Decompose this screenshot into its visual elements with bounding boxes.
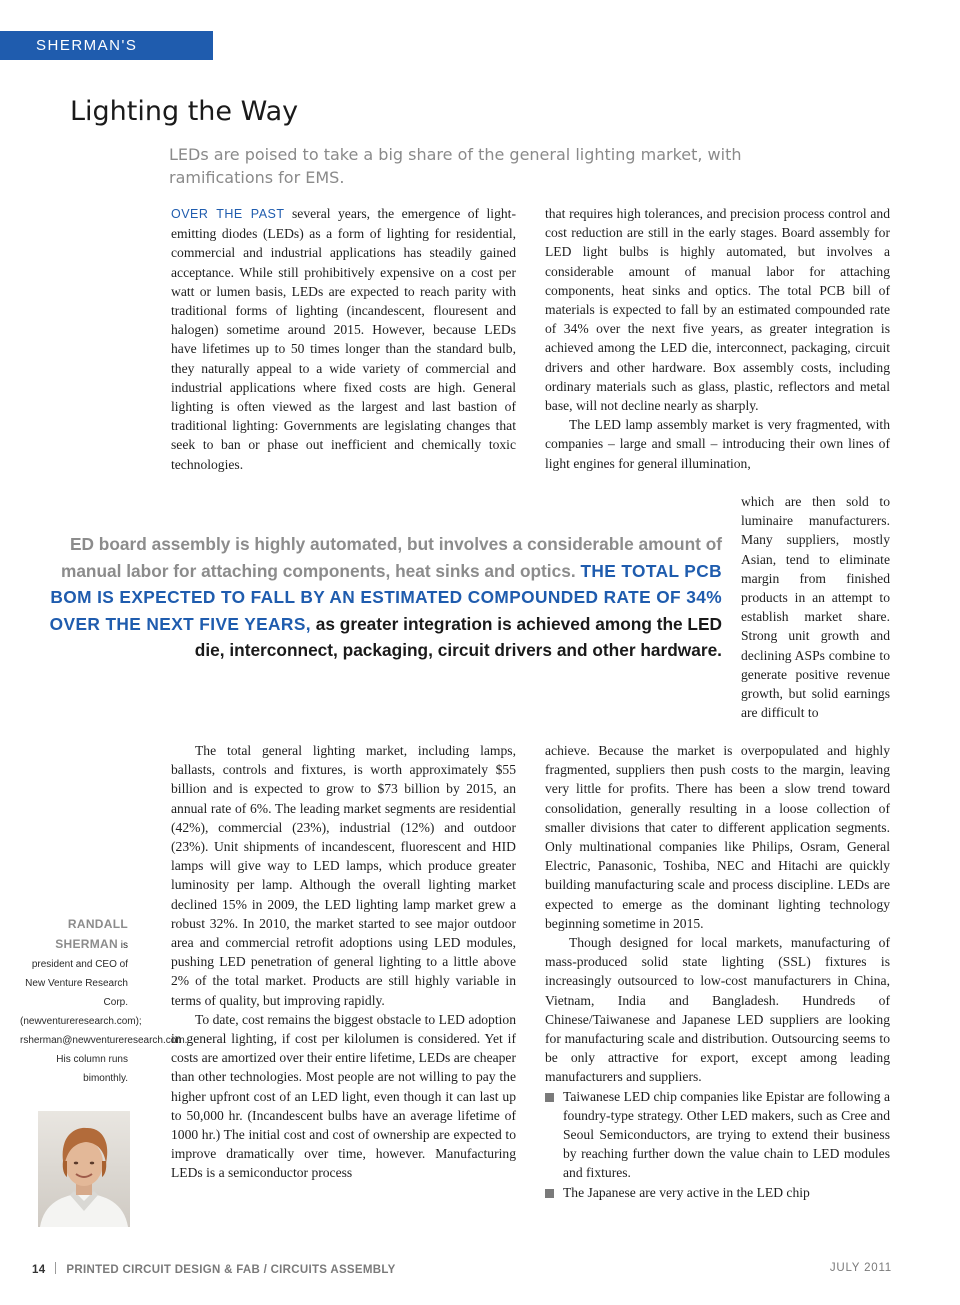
paragraph-continued: which are then sold to luminaire manufacturers. Many suppliers, mostly Asian, tend to eliminate margin from finished products in an attempt to establish market share. Strong unit growth and declining ASPs combine to generate positive revenue growth, but solid earnings are difficult to: [741, 494, 890, 721]
column-bottom-left: [171, 741, 516, 1183]
paragraph: The total general lighting market, including lamps, ballasts, controls and fixtures, is worth approximately $55 billion and is expected to grow to $73 billion by 2015, an annual rate of 6%. The leading market segments are residential (42%), commercial (23%), industrial (12%) and outdoor (23%). Unit shipments of incandescent, fluorescent and HID lamps will give way to LED lamps, which produce greater luminosity per lamp. Although the overall lighting market declined 15% in 2009, the LED lighting lamp market grew a robust 32%. In 2010, the market started to see major outdoor area and commercial retrofit adoptions using LED modules, pushing LED penetration of general lighting to a little above 2% of the total market. Products are still highly variable in terms of quality, but improving rapidly.: [171, 743, 516, 1008]
page-footer: [32, 1262, 892, 1276]
bullet-list: [545, 1087, 890, 1202]
author-bio-text: is president and CEO of New Venture Research Corp. (newventureresearch.com); rsherman@newventureresearch.com. His column runs bimonthly.: [20, 940, 188, 1084]
paragraph: achieve. Because the market is overpopulated and highly fragmented, suppliers then push costs to the margin, leaving very little for profits. There has been a slow trend toward consolidation, generally resulting in a loose collection of smaller divisions that cater to different application segments. Only multinational companies like Philips, Osram, General Electric, Panasonic, Toshiba, NEC and Hitachi are quickly building manufacturing scale and process discipline. LEDs are expected to emerge as the dominant lighting technology beginning sometime in 2015.: [545, 743, 890, 931]
column-bottom-right: [545, 741, 890, 1202]
pull-quote-part-3: as greater integration is achieved among the LED die, interconnect, packaging, circuit drivers and other hardware.: [194, 613, 722, 661]
pull-quote-part-2: THE TOTAL PCB BOM IS EXPECTED TO FALL BY AN ESTIMATED COMPOUNDED RATE OF 34% OVER THE NEXT FIVE YEARS,: [49, 560, 722, 634]
article-headline: Lighting the Way: [70, 96, 299, 127]
paragraph: To date, cost remains the biggest obstacle to LED adoption in general lighting, if cost per kilolumen is considered. Yet if costs are amortized over their entire lifetime, LEDs are cheaper than other technologies. Most people are not willing to pay the higher upfront cost of an LED light, even though it can last up to 50,000 hr. (Incandescent bulbs have an average lifetime of 1000 hr.) The initial cost and cost of ownership are expected to improve dramatically over time, however. Manufacturing LEDs is a semiconductor process: [171, 1011, 516, 1181]
bullet-item: The Japanese are very active in the LED chip: [545, 1183, 890, 1202]
intro-text: several years, the emergence of light-emitting diodes (LEDs) as a form of lighting for residential, commercial and industrial applications has steadily gained acceptance. While still prohibitively expensive on a cost per watt or lumen basis, LEDs are expected to reach parity with traditional forms of lighting (incandescent, flouresent and halogen) sometime around 2015. However, because LEDs have lifetimes up to 50 times longer than the standard bulb, they naturally appeal to a wide variety of commercial and industrial applications where fixed costs are high. General lighting is often viewed as the largest and last bastion of traditional lighting: Governments are legislating changes that seek to ban or phase out inefficient and chemically toxic technologies.: [171, 206, 516, 472]
column-top-left: [171, 204, 516, 474]
lead-in: OVER THE PAST: [171, 207, 285, 221]
column-top-right: [545, 204, 890, 473]
author-bio: [20, 915, 188, 1088]
bullet-item: Taiwanese LED chip companies like Epistar are following a foundry-type strategy. Other LED makers, such as Cree and Seoul Semiconductors, are trying to extend their business by reaching further down the value chain to LED modules and fixtures.: [545, 1087, 890, 1183]
author-photo: [38, 1111, 130, 1227]
page-number: 14: [32, 1264, 46, 1276]
paragraph: Though designed for local markets, manufacturing of mass-produced solid state lighting (SSL) fixtures is increasingly outsourced to low-cost manufacturers in China, Vietnam, India and Bangladesh. Hundreds of Chinese/Taiwanese and Japanese LED suppliers are looking for manufacturing scale and distribution. Outsourcing seems to be only attractive for export, except among leading manufacturers and suppliers.: [545, 935, 890, 1085]
pull-quote: [40, 531, 722, 664]
intro-paragraph: [171, 204, 516, 474]
author-name: RANDALL SHERMAN: [55, 917, 128, 951]
issue-date: JULY 2011: [829, 1262, 892, 1274]
article-deck: LEDs are poised to take a big share of the general lighting market, with ramifications for EMS.: [169, 145, 742, 187]
section-label: SHERMAN'S MARKET: [0, 31, 213, 60]
paragraph: The LED lamp assembly market is very fragmented, with companies – large and small – introducing their own lines of light engines for general illumination,: [545, 417, 890, 471]
paragraph: that requires high tolerances, and precision process control and cost reduction are still in the early stages. Board assembly for LED light bulbs is highly automated, but involves a considerable amount of manual labor for attaching components, heat sinks and optics. The total PCB bill of materials is expected to fall by an estimated compounded rate of 34% over the next five years, as greater integration is achieved among the LED die, interconnect, packaging, circuit drivers and other hardware. Box assembly costs, including ordinary materials such as glass, plastic, reflectors and metal base, will not decline nearly as sharply.: [545, 206, 890, 414]
column-right-wrap: [741, 492, 890, 722]
publication-name: PRINTED CIRCUIT DESIGN & FAB / CIRCUITS ASSEMBLY: [66, 1264, 396, 1276]
pull-quote-part-1: ED board assembly is highly automated, but involves a considerable amount of manual labor for attaching components, heat sinks and optics.: [60, 534, 722, 581]
footer-divider: [55, 1262, 56, 1274]
